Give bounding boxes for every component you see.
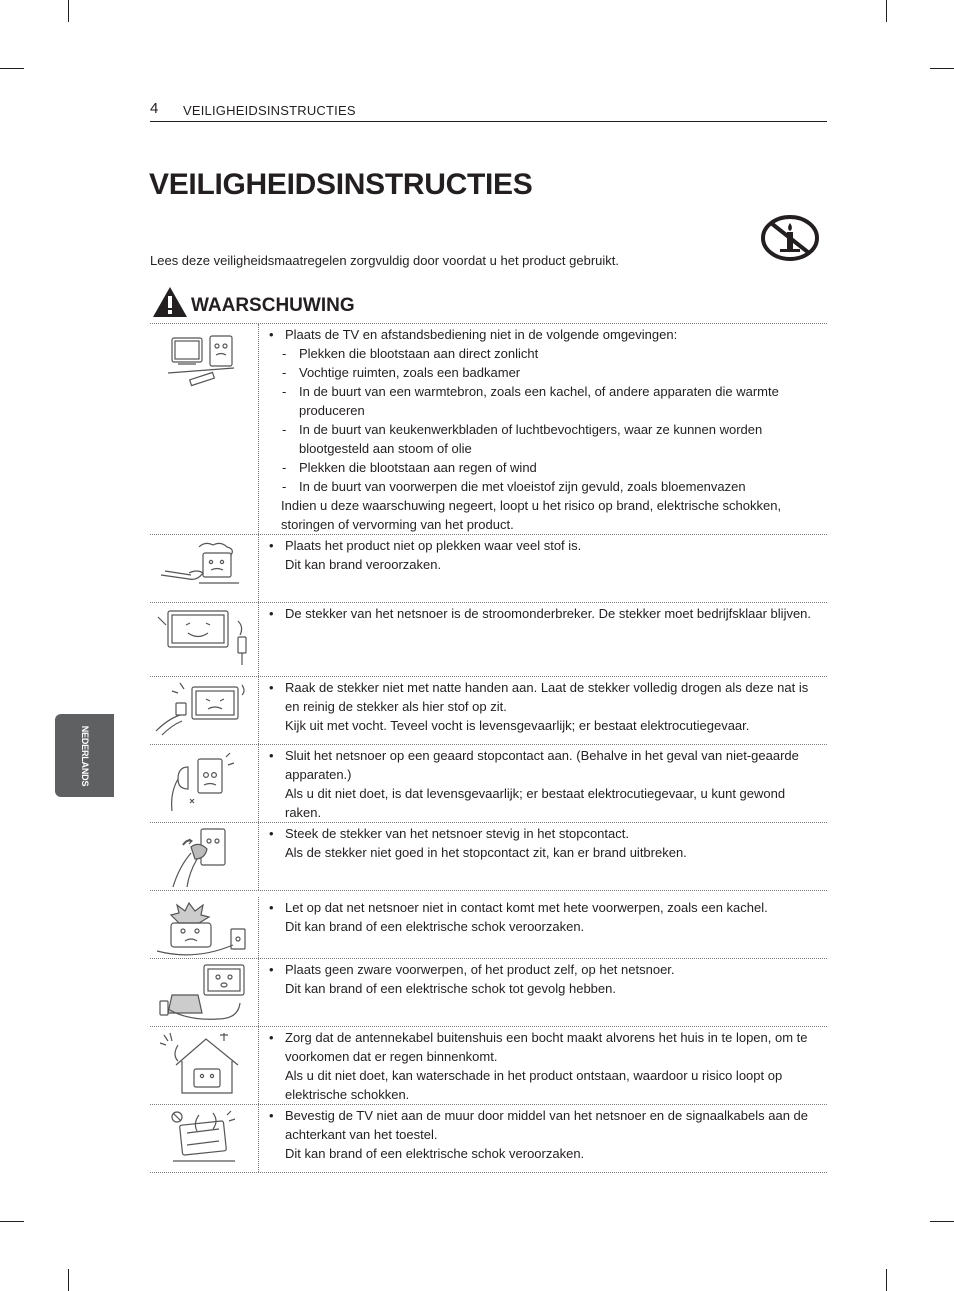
warning-consequence: Dit kan brand veroorzaken.	[285, 557, 442, 572]
warning-bullet: • Plaats het product niet op plekken waar veel stof is.	[268, 536, 819, 555]
warning-triangle-icon	[152, 286, 188, 318]
warning-consequence: Indien u deze waarschuwing negeert, loopt u het risico op brand, elektrische schokken, storingen of vervorming van het product.	[281, 498, 782, 532]
intro-text: Lees deze veiligheidsmaatregelen zorgvuldig door voordat u het product gebruikt.	[150, 253, 620, 268]
warning-row	[150, 891, 827, 959]
warning-bullet: • De stekker van het netsnoer is de stroomonderbreker. De stekker moet bedrijfsklaar blijven.	[268, 604, 819, 623]
illustration-plug-firmly	[150, 823, 259, 890]
illustration-antenna-cable	[150, 1027, 259, 1104]
warning-list	[150, 323, 827, 1173]
warning-consequence: Dit kan brand of een elektrische schok veroorzaken.	[285, 1146, 585, 1161]
warning-row	[150, 677, 827, 745]
warning-sub-item: - In de buurt van voorwerpen die met vloeistof zijn gevuld, zoals bloemenvazen	[268, 477, 819, 496]
illustration-hot-objects	[150, 897, 259, 958]
warning-sub-item: - In de buurt van een warmtebron, zoals een kachel, of andere apparaten die warmte produceren	[268, 382, 819, 420]
crop-mark	[930, 1221, 954, 1222]
page-number: 4	[150, 100, 159, 117]
warning-row	[150, 535, 827, 603]
warning-consequence: Als de stekker niet goed in het stopcontact zit, kan er brand uitbreken.	[285, 845, 687, 860]
illustration-plug-breaker	[150, 603, 259, 676]
warning-consequence: Kijk uit met vocht. Teveel vocht is levensgevaarlijk; er bestaat elektrocutiegevaar.	[285, 718, 750, 733]
language-tab	[55, 714, 114, 797]
warning-sub-item: - In de buurt van keukenwerkbladen of luchtbevochtigers, waar ze kunnen worden blootgesteld aan stoom of olie	[268, 420, 819, 458]
illustration-wall-mount-cables	[150, 1105, 259, 1172]
warning-consequence: Dit kan brand of een elektrische schok veroorzaken.	[285, 919, 585, 934]
warning-bullet: • Let op dat net netsnoer niet in contact komt met hete voorwerpen, zoals een kachel.	[268, 898, 819, 917]
warning-consequence: Als u dit niet doet, is dat levensgevaarlijk; er bestaat elektrocutiegevaar, u kunt gewond raken.	[285, 786, 786, 820]
warning-bullet: • Steek de stekker van het netsnoer stevig in het stopcontact.	[268, 824, 819, 843]
illustration-wet-hands	[150, 677, 259, 744]
crop-mark	[0, 1221, 24, 1222]
crop-mark	[68, 0, 69, 22]
crop-mark	[886, 0, 887, 22]
crop-mark	[930, 68, 954, 69]
warning-bullet: • Raak de stekker niet met natte handen aan. Laat de stekker volledig drogen als deze nat is en reinig de stekker als hier stof op zit.	[268, 678, 819, 716]
warning-consequence: Dit kan brand of een elektrische schok tot gevolg hebben.	[285, 981, 616, 996]
illustration-tv-environment	[150, 324, 259, 534]
warning-sub-item: - Plekken die blootstaan aan direct zonlicht	[268, 344, 819, 363]
no-candle-icon	[760, 213, 820, 263]
warning-bullet: • Sluit het netsnoer op een geaard stopcontact aan. (Behalve in het geval van niet-geaarde apparaten.)	[268, 746, 819, 784]
warning-row	[150, 1105, 827, 1173]
crop-mark	[68, 1269, 69, 1291]
warning-row	[150, 1027, 827, 1105]
warning-row	[150, 959, 827, 1027]
page-header	[150, 100, 827, 122]
illustration-heavy-objects	[150, 959, 259, 1026]
crop-mark	[886, 1269, 887, 1291]
warning-row	[150, 603, 827, 677]
warning-sub-item: - Vochtige ruimten, zoals een badkamer	[268, 363, 819, 382]
warning-row	[150, 823, 827, 891]
warning-consequence: Als u dit niet doet, kan waterschade in het product ontstaan, waardoor u risico loopt op elektrische schokken.	[285, 1068, 783, 1102]
warning-bullet: • Zorg dat de antennekabel buitenshuis een bocht maakt alvorens het huis in te lopen, om te voorkomen dat er regen binnenkomt.	[268, 1028, 819, 1066]
illustration-dust	[150, 535, 259, 602]
warning-row	[150, 324, 827, 535]
header-section-title: VEILIGHEIDSINSTRUCTIES	[183, 103, 356, 118]
crop-mark	[0, 68, 24, 69]
page-title: VEILIGHEIDSINSTRUCTIES	[149, 168, 533, 201]
language-tab-label: NEDERLANDS	[80, 725, 90, 787]
warning-label: WAARSCHUWING	[191, 295, 355, 316]
warning-bullet: • Bevestig de TV niet aan de muur door middel van het netsnoer en de signaalkabels aan de achterkant van het toestel.	[268, 1106, 819, 1144]
warning-sub-item: - Plekken die blootstaan aan regen of wind	[268, 458, 819, 477]
warning-bullet: • Plaats de TV en afstandsbediening niet in de volgende omgevingen:	[268, 325, 819, 344]
warning-bullet: • Plaats geen zware voorwerpen, of het product zelf, op het netsnoer.	[268, 960, 819, 979]
illustration-grounded-outlet	[150, 745, 259, 822]
warning-row	[150, 745, 827, 823]
